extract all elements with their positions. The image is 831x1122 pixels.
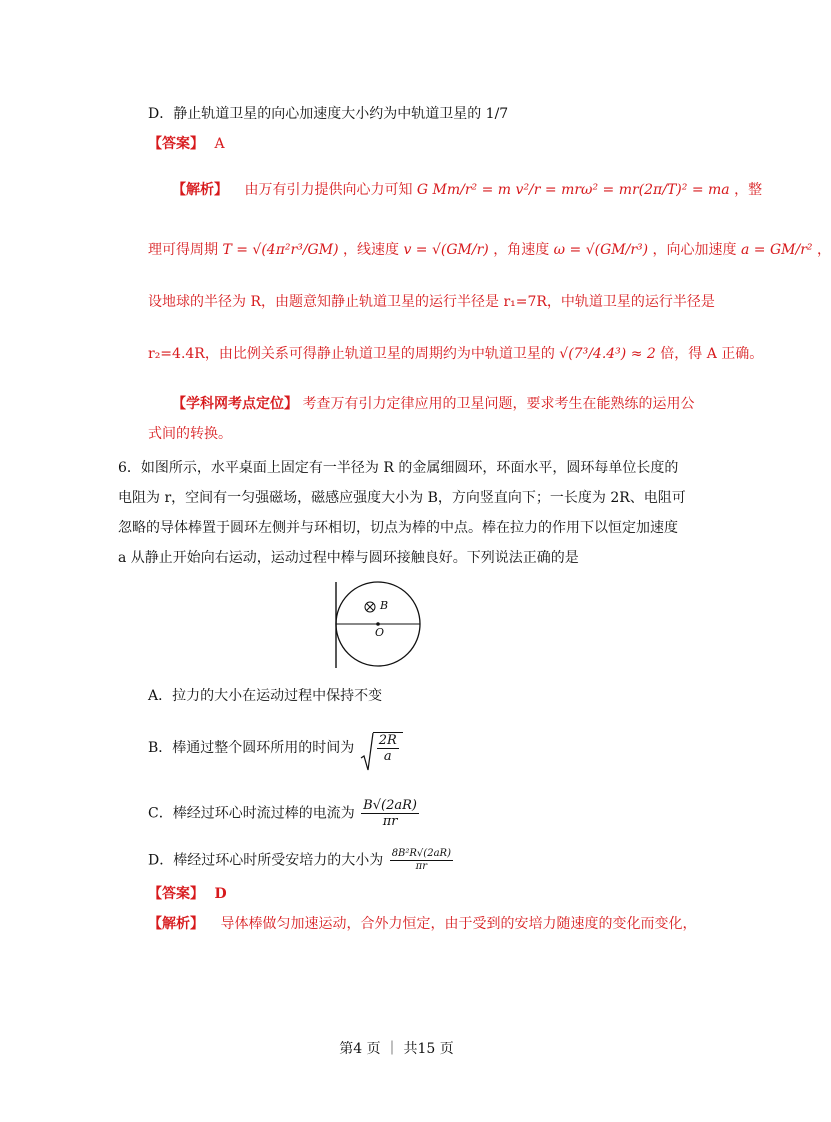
option-text: B．棒通过整个圆环所用的时间为 <box>148 740 355 756</box>
q6-answer <box>148 884 227 904</box>
page-footer: 第4 页 ｜ 共15 页 <box>339 1041 454 1057</box>
q6-option-b <box>148 732 405 764</box>
formula-gravity: G Mm/r² = m v²/r = mrω² = mr(2π/T)² = ma <box>416 182 730 198</box>
analysis-text: 倍，得 A 正确。 <box>660 346 764 362</box>
fraction-denominator: πr <box>415 861 427 872</box>
formula-velocity: v = √(GM/r) <box>403 242 489 258</box>
analysis-text: ，角速度 <box>493 242 550 258</box>
q5-option-d: D．静止轨道卫星的向心加速度大小约为中轨道卫星的 1/7 <box>148 106 509 122</box>
fraction-numerator: 2R <box>378 733 397 748</box>
analysis-label: 【解析】 <box>172 182 228 198</box>
analysis-text: r₂=4.4R，由比例关系可得静止轨道卫星的周期约为中轨道卫星的 <box>148 346 555 362</box>
ring-diagram <box>328 580 456 670</box>
kp-label: 【学科网考点定位】 <box>172 396 298 412</box>
analysis-text: ，向心加速度 <box>652 242 737 258</box>
analysis-label: 【解析】 <box>148 916 204 932</box>
analysis-text: ，整 <box>734 182 763 198</box>
fraction <box>390 848 453 873</box>
formula-period-ratio: √(7³/4.4³) ≈ 2 <box>559 346 656 362</box>
q6-stem-line-1: 6．如图所示，水平桌面上固定有一半径为 R 的金属细圆环，环面水平，圆环每单位长度的 <box>118 460 679 476</box>
q5-analysis-line-4 <box>148 344 763 364</box>
fraction <box>361 798 419 829</box>
q5-analysis-line-2 <box>148 240 831 260</box>
option-text: C．棒经过环心时流过棒的电流为 <box>148 805 355 822</box>
q5-analysis-line-3: 设地球的半径为 R，由题意知静止轨道卫星的运行半径是 r₁=7R，中轨道卫星的运行半径是 <box>148 294 715 310</box>
q6-option-d <box>148 848 455 873</box>
q5-analysis-line-1 <box>172 180 762 200</box>
formula-period: T = √(4π²r³/GM) <box>222 242 339 258</box>
label-B: B <box>380 599 389 612</box>
q6-stem-line-4: a 从静止开始向右运动，运动过程中棒与圆环接触良好。下列说法正确的是 <box>118 550 579 566</box>
formula-acceleration: a = GM/r² <box>741 242 813 258</box>
ring-figure <box>328 580 456 670</box>
analysis-text: ，线速度 <box>342 242 399 258</box>
answer-value: D <box>214 886 227 902</box>
q6-option-a: A．拉力的大小在运动过程中保持不变 <box>148 688 383 704</box>
fraction-denominator: πr <box>382 814 398 829</box>
fraction-denominator: a <box>383 749 392 764</box>
kp-text: 考查万有引力定律应用的卫星问题，要求考生在能熟练的运用公 <box>302 396 695 412</box>
q5-answer <box>148 134 225 154</box>
radical-sign-icon <box>361 732 373 772</box>
q6-stem-line-3: 忽略的导体棒置于圆环左侧并与环相切，切点为棒的中点。棒在拉力的作用下以恒定加速度 <box>118 520 678 536</box>
analysis-text: 由万有引力提供向心力可知 <box>244 182 413 198</box>
fraction-numerator: B√(2aR) <box>363 798 417 813</box>
fraction-numerator: 8B²R√(2aR) <box>391 848 451 859</box>
formula-angular-velocity: ω = √(GM/r³) <box>553 242 649 258</box>
q5-kp-line-1 <box>172 394 694 414</box>
answer-label: 【答案】 <box>148 886 204 902</box>
q6-option-c <box>148 798 421 829</box>
q6-stem-line-2: 电阻为 r，空间有一匀强磁场，磁感应强度大小为 B，方向竖直向下；一长度为 2R、电阻可 <box>118 490 686 506</box>
label-O: O <box>375 626 385 639</box>
q5-kp-line-2: 式间的转换。 <box>148 426 232 442</box>
analysis-text: 理可得周期 <box>148 242 218 258</box>
analysis-text: 导体棒做匀加速运动，合外力恒定，由于受到的安培力随速度的变化而变化， <box>220 916 697 932</box>
option-text: D．棒经过环心时所受安培力的大小为 <box>148 852 384 869</box>
sqrt-expression <box>361 732 403 764</box>
analysis-text: ， <box>816 242 831 258</box>
q6-analysis-line-1 <box>148 914 696 934</box>
answer-value: A <box>214 136 225 152</box>
answer-label: 【答案】 <box>148 136 204 152</box>
